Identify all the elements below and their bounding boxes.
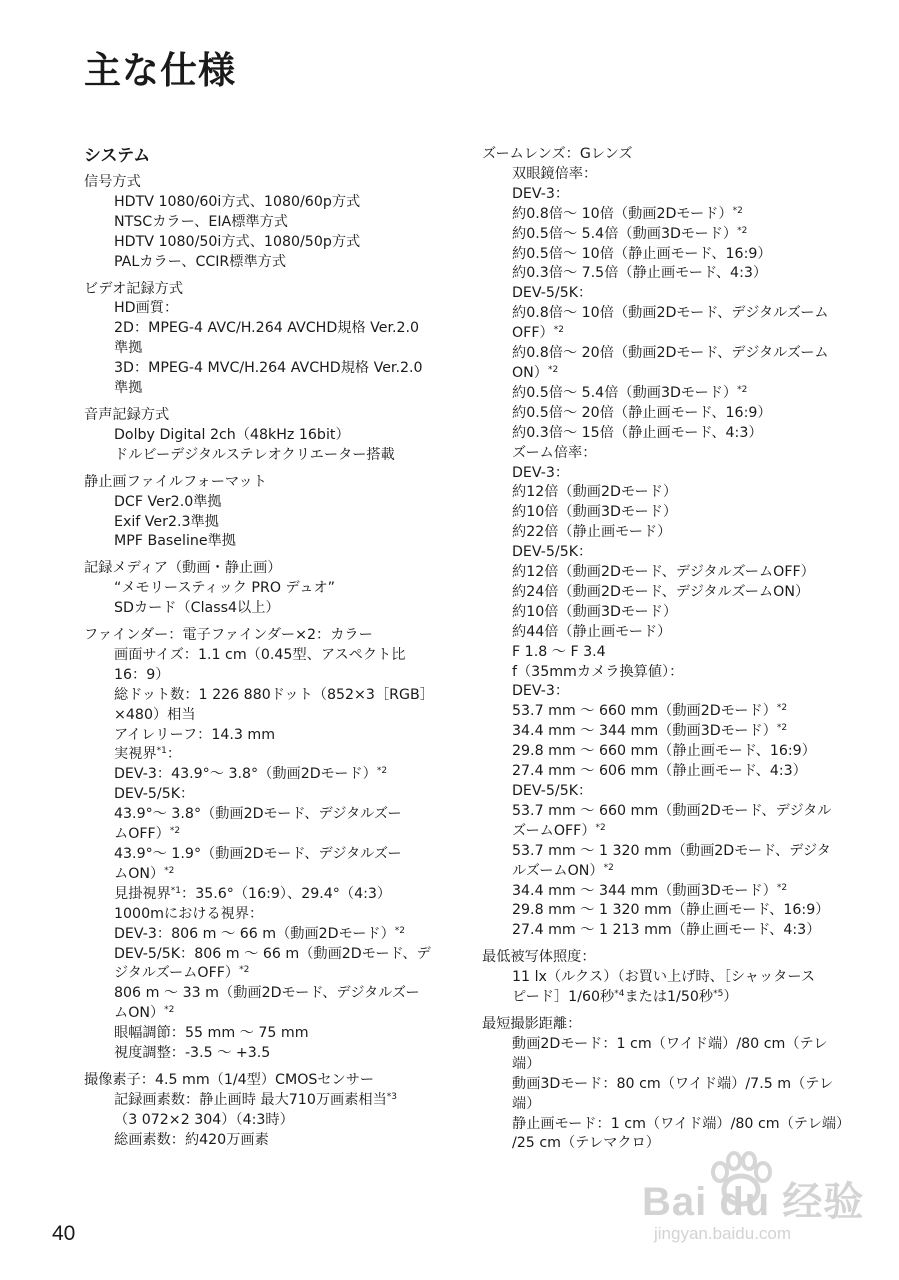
spec-line: 約0.3倍～ 15倍（静止画モード、4:3） <box>512 424 763 441</box>
spec-line: DEV-5/5K： <box>512 544 593 561</box>
spec-line: 準拠 <box>114 340 143 357</box>
spec-group <box>84 559 444 619</box>
spec-line: DEV-5/5K： <box>114 786 195 803</box>
spec-line: DEV-3： <box>512 464 570 481</box>
spec-line: （3 072×2 304）（4:3時） <box>114 1111 294 1128</box>
spec-line: 約0.5倍～ 5.4倍（動画3Dモード）$^{*2}$ <box>512 384 748 401</box>
spec-line: 43.9°～ 3.8°（動画2Dモード、デジタルズー <box>114 806 402 823</box>
spec-line: 29.8 mm ～ 1 320 mm（静止画モード、16:9） <box>512 902 830 919</box>
spec-line: 約0.8倍～ 10倍（動画2Dモード、デジタルズーム <box>512 305 829 322</box>
spec-line: ムON）$^{*2}$ <box>114 865 175 882</box>
spec-group <box>84 1071 444 1151</box>
spec-line: 約24倍（動画2Dモード、デジタルズームON） <box>512 583 810 600</box>
spec-heading: 音声記録方式 <box>84 406 170 423</box>
spec-line: Exif Ver2.3準拠 <box>114 513 219 530</box>
spec-line: ムON）$^{*2}$ <box>114 1005 175 1022</box>
right-spec-list <box>482 145 851 1154</box>
spec-line: 約10倍（動画3Dモード） <box>512 504 678 521</box>
spec-line: DEV-3：806 m ～ 66 m（動画2Dモード）$^{*2}$ <box>114 925 406 942</box>
spec-heading: 記録メディア（動画・静止画） <box>84 560 282 577</box>
spec-heading: 静止画ファイルフォーマット <box>84 473 267 490</box>
spec-heading: 撮像素子：4.5 mm（1/4型）CMOSセンサー <box>84 1071 375 1088</box>
spec-line: DCF Ver2.0準拠 <box>114 493 222 510</box>
right-column <box>482 145 851 1161</box>
spec-group <box>84 406 444 466</box>
spec-line: 53.7 mm ～ 660 mm（動画2Dモード、デジタル <box>512 802 832 819</box>
spec-heading: 信号方式 <box>84 174 141 190</box>
spec-line: HDTV 1080/60i方式、1080/60p方式 <box>114 193 361 210</box>
spec-line: ×480）相当 <box>114 706 196 723</box>
spec-line: 静止画モード：1 cm（ワイド端）/80 cm（テレ端） <box>512 1115 851 1132</box>
spec-line: SDカード（Class4以上） <box>114 600 280 617</box>
spec-line: 53.7 mm ～ 1 320 mm（動画2Dモード、デジタ <box>512 842 831 859</box>
spec-line: 3D：MPEG-4 MVC/H.264 AVCHD規格 Ver.2.0 <box>114 360 423 377</box>
spec-heading: ファインダー：電子ファインダー×2：カラー <box>84 627 373 644</box>
spec-line: 11 lx（ルクス）（お買い上げ時、［シャッタース <box>512 969 816 986</box>
spec-line: 34.4 mm ～ 344 mm（動画3Dモード）$^{*2}$ <box>512 723 788 740</box>
spec-line: 16：9） <box>114 666 170 683</box>
spec-line: アイレリーフ：14.3 mm <box>114 726 276 743</box>
spec-line: 総ドット数：1 226 880ドット（852×3［RGB］ <box>114 686 434 703</box>
spec-line: DEV-3：43.9°～ 3.8°（動画2Dモード）$^{*2}$ <box>114 766 388 783</box>
spec-line: 端） <box>512 1095 541 1112</box>
page-number: 40 <box>52 1222 76 1245</box>
spec-line: 2D：MPEG-4 AVC/H.264 AVCHD規格 Ver.2.0 <box>114 320 420 337</box>
spec-group <box>482 1015 851 1154</box>
spec-line: 約0.3倍～ 7.5倍（静止画モード、4:3） <box>512 265 768 282</box>
spec-line: ズームOFF）$^{*2}$ <box>512 822 606 839</box>
spec-line: 27.4 mm ～ 606 mm（静止画モード、4:3） <box>512 763 807 780</box>
spec-line: DEV-5/5K：806 m ～ 66 m（動画2Dモード、デ <box>114 945 431 962</box>
spec-line: ジタルズームOFF）$^{*2}$ <box>114 965 250 982</box>
spec-group <box>84 173 444 273</box>
spec-line: MPF Baseline準拠 <box>114 533 236 550</box>
spec-line: 見掛視界$^{*1}$：35.6°（16:9）、29.4°（4:3） <box>114 885 392 902</box>
spec-line: HDTV 1080/50i方式、1080/50p方式 <box>114 233 361 250</box>
spec-line: 約0.5倍～ 20倍（静止画モード、16:9） <box>512 404 772 421</box>
spec-line: DEV-3： <box>512 683 570 700</box>
spec-line: DEV-3： <box>512 185 570 202</box>
section-heading: システム <box>84 146 151 166</box>
spec-line: 27.4 mm ～ 1 213 mm（静止画モード、4:3） <box>512 922 821 939</box>
spec-group <box>482 145 842 941</box>
spec-line: ピード］1/60秒$^{*4}$または1/50秒$^{*5}$） <box>512 989 738 1006</box>
spec-line: 約0.8倍～ 10倍（動画2Dモード）$^{*2}$ <box>512 205 743 222</box>
spec-line: “メモリースティック PRO デュオ” <box>114 580 335 597</box>
spec-line: 端） <box>512 1055 541 1072</box>
spec-line: NTSCカラー、EIA標準方式 <box>114 213 288 230</box>
spec-line: 約10倍（動画3Dモード） <box>512 603 678 620</box>
spec-line: 総画素数：約420万画素 <box>114 1131 269 1148</box>
spec-heading: 最低被写体照度： <box>482 949 596 966</box>
spec-line: PALカラー、CCIR標準方式 <box>114 253 287 270</box>
spec-line: ムOFF）$^{*2}$ <box>114 826 181 843</box>
page-title: 主な仕様 <box>84 49 236 92</box>
spec-group <box>482 948 842 1008</box>
spec-line: 動画3Dモード：80 cm（ワイド端）/7.5 m（テレ <box>512 1075 834 1092</box>
spec-line: 準拠 <box>114 380 143 397</box>
spec-line: 1000mにおける視界： <box>114 905 264 922</box>
spec-line: DEV-5/5K： <box>512 285 593 302</box>
left-spec-list <box>84 173 444 1151</box>
baidu-watermark <box>640 1150 880 1260</box>
spec-line: 約0.5倍～ 10倍（静止画モード、16:9） <box>512 245 772 262</box>
spec-line: 記録画素数：静止画時 最大710万画素相当$^{*3}$ <box>114 1091 398 1108</box>
spec-line: OFF）$^{*2}$ <box>512 325 564 342</box>
left-column <box>84 145 444 1158</box>
spec-line: HD画質： <box>114 300 179 317</box>
spec-line: f（35mmカメラ換算値）： <box>512 663 684 680</box>
spec-line: 約12倍（動画2Dモード、デジタルズームOFF） <box>512 564 815 581</box>
spec-heading: ズームレンズ：Gレンズ <box>482 146 633 162</box>
spec-line: DEV-5/5K： <box>512 783 593 799</box>
spec-line: 29.8 mm ～ 660 mm（静止画モード、16:9） <box>512 743 816 760</box>
spec-group <box>84 626 444 1064</box>
spec-line: 視度調整：-3.5 ～ +3.5 <box>114 1045 271 1062</box>
spec-line: 約22倍（静止画モード） <box>512 524 672 541</box>
spec-line: 約0.5倍～ 5.4倍（動画3Dモード）$^{*2}$ <box>512 225 748 242</box>
spec-line: 双眼鏡倍率： <box>512 165 598 182</box>
spec-line: ルズームON）$^{*2}$ <box>512 862 614 879</box>
spec-line: ズーム倍率： <box>512 444 597 461</box>
spec-line: 動画2Dモード：1 cm（ワイド端）/80 cm（テレ <box>512 1035 828 1052</box>
spec-line: F 1.8 ～ F 3.4 <box>512 643 606 660</box>
spec-line: 画面サイズ：1.1 cm（0.45型、アスペクト比 <box>114 646 406 663</box>
spec-line: 実視界$^{*1}$： <box>114 746 182 763</box>
spec-line: 約44倍（静止画モード） <box>512 623 672 640</box>
spec-line: 眼幅調節：55 mm ～ 75 mm <box>114 1025 309 1042</box>
spec-group <box>84 473 444 553</box>
spec-heading: ビデオ記録方式 <box>84 280 184 297</box>
watermark-logo: Bai du 经验 <box>642 1180 865 1224</box>
spec-line: 34.4 mm ～ 344 mm（動画3Dモード）$^{*2}$ <box>512 882 788 899</box>
spec-line: 53.7 mm ～ 660 mm（動画2Dモード）$^{*2}$ <box>512 703 788 720</box>
spec-line: 約12倍（動画2Dモード） <box>512 484 678 501</box>
spec-line: ON）$^{*2}$ <box>512 364 559 381</box>
spec-line: 806 m ～ 33 m（動画2Dモード、デジタルズー <box>114 985 420 1002</box>
spec-line: ドルビーデジタルステレオクリエーター搭載 <box>114 446 395 463</box>
spec-line: 43.9°～ 1.9°（動画2Dモード、デジタルズー <box>114 846 402 862</box>
spec-group <box>84 280 444 399</box>
spec-line: Dolby Digital 2ch（48kHz 16bit） <box>114 426 350 443</box>
spec-heading: 最短撮影距離： <box>482 1015 582 1032</box>
spec-line: 約0.8倍～ 20倍（動画2Dモード、デジタルズーム <box>512 345 829 362</box>
spec-line: /25 cm（テレマクロ） <box>512 1135 660 1152</box>
watermark-url: jingyan.baidu.com <box>654 1224 792 1243</box>
